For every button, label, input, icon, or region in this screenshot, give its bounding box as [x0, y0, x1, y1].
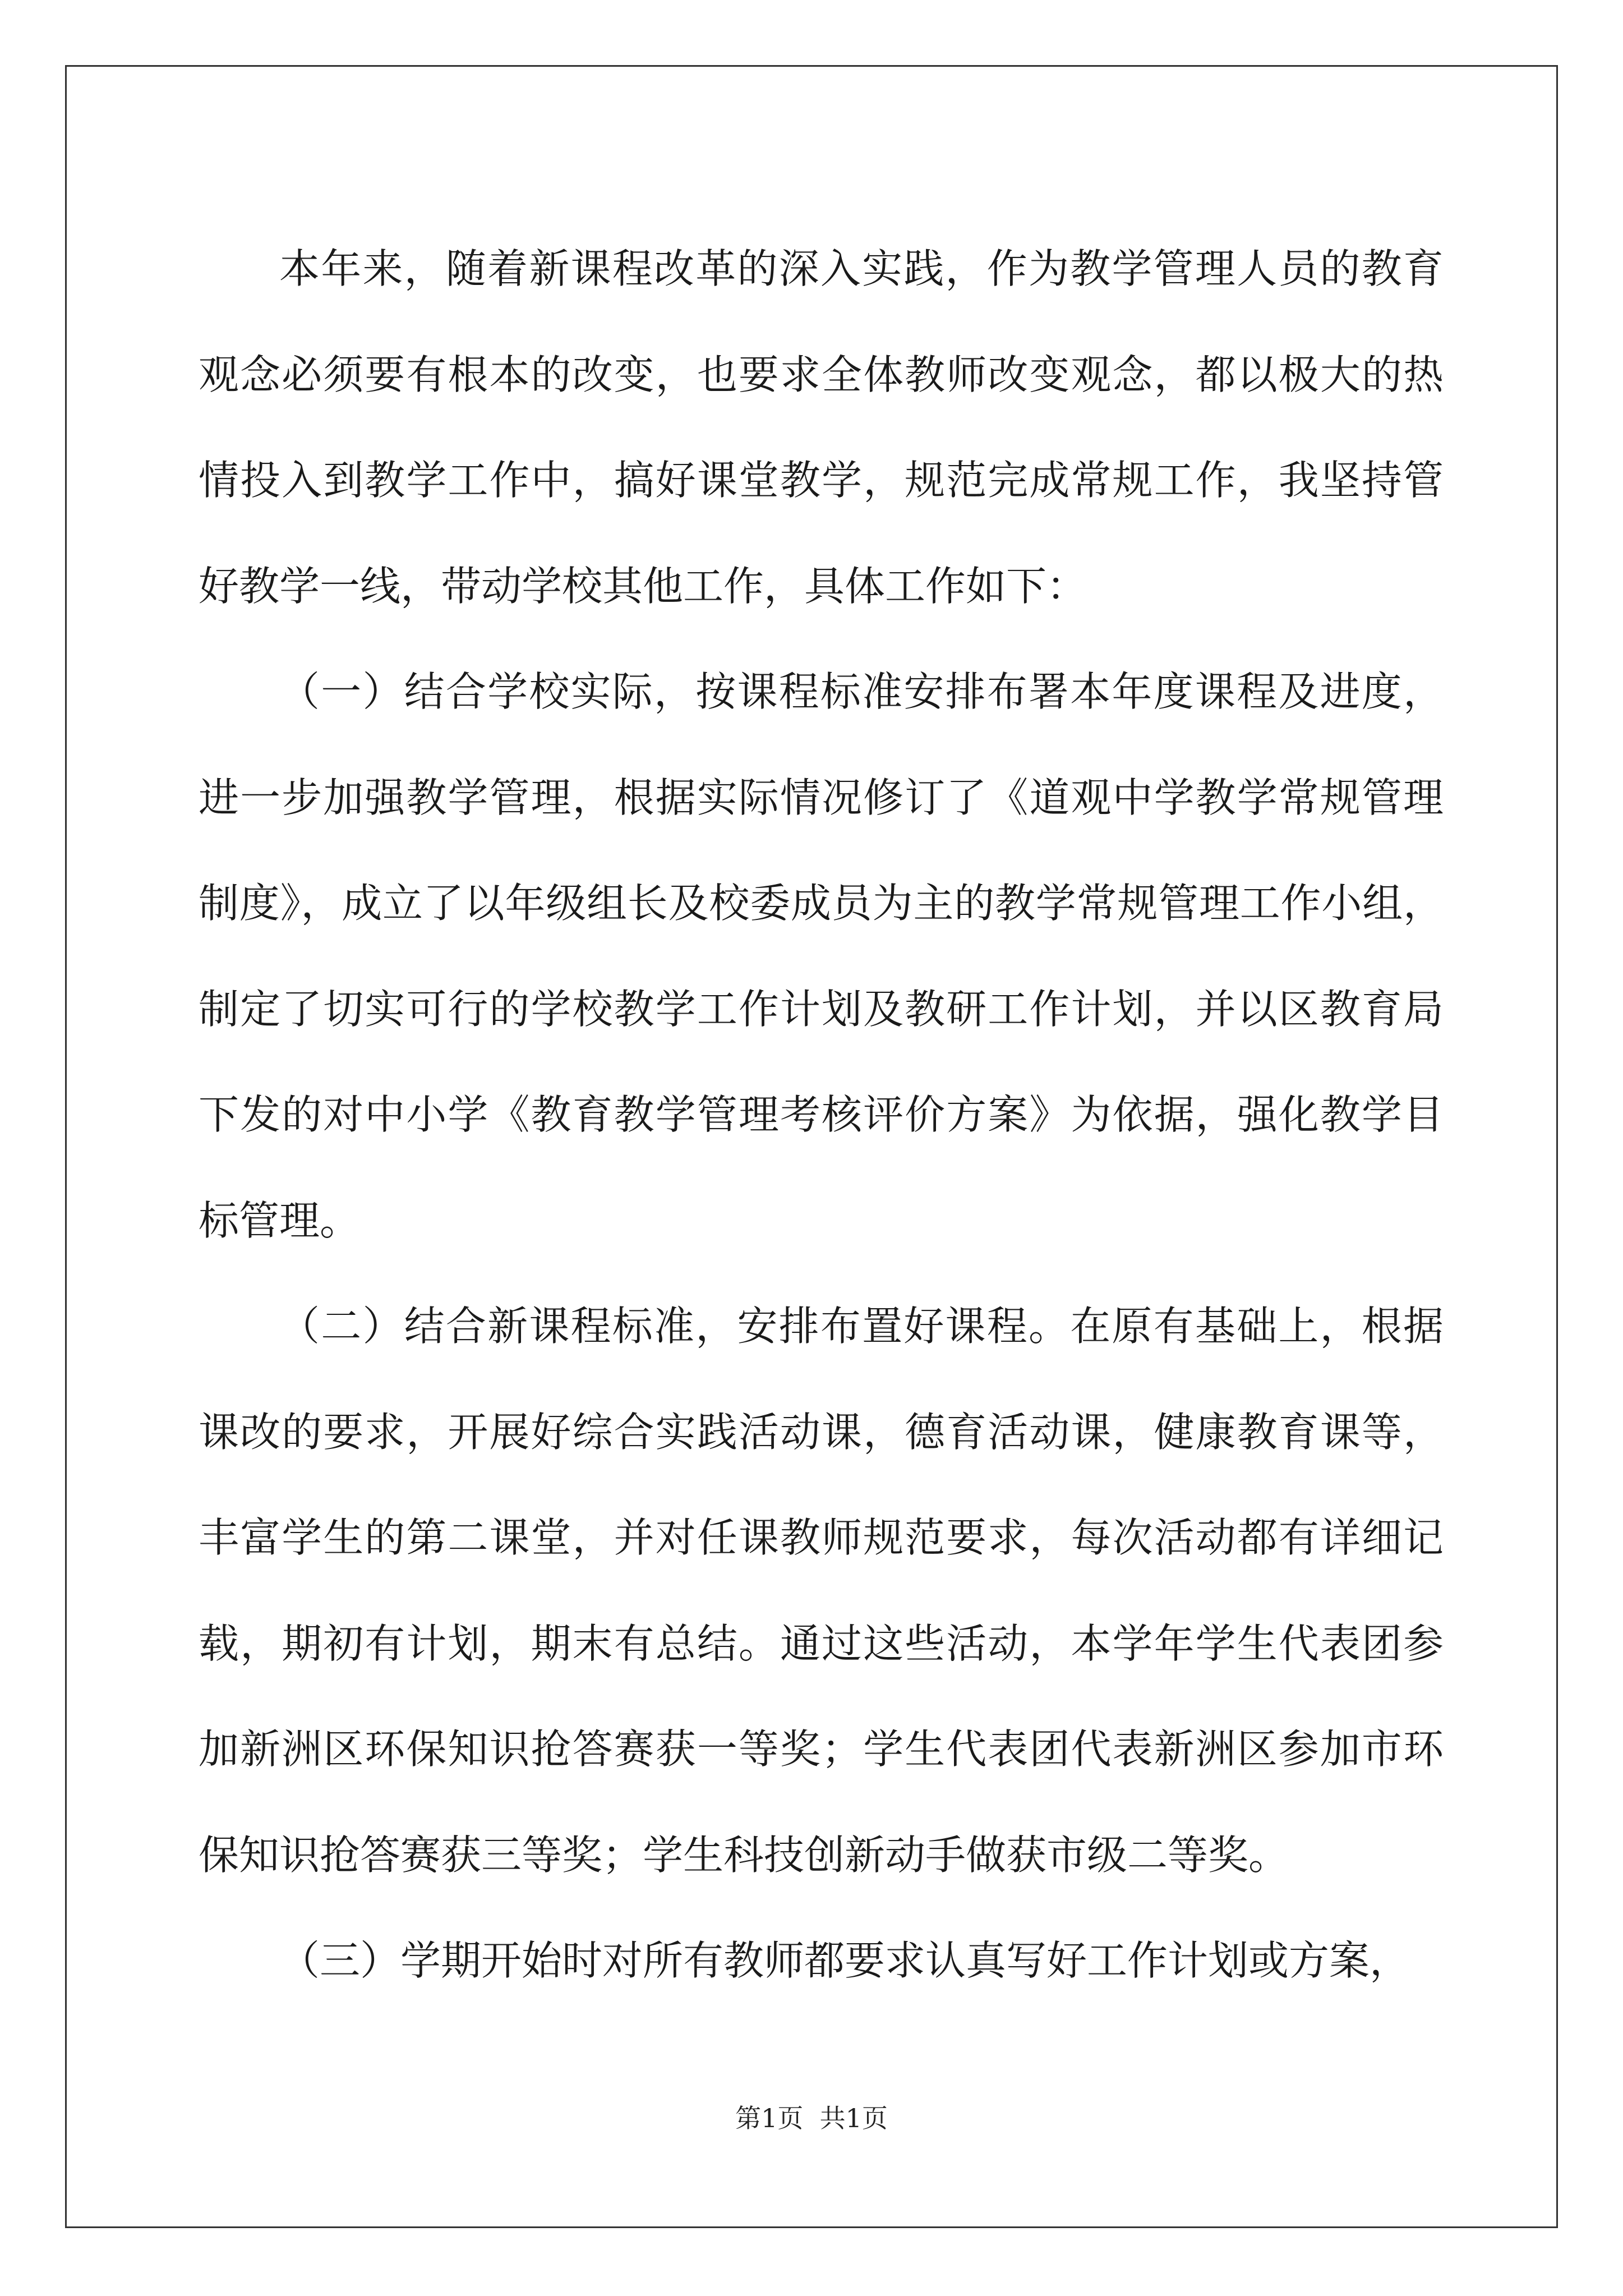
document-body: [199, 216, 1444, 2014]
paragraph-section-1: （一）结合学校实际，按课程标准安排布署本年度课程及进度，进一步加强教学管理，根据实际情况修订了《道观中学教学常规管理制度》，成立了以年级组长及校委成员为主的教学常规管理工作小组，制定了切实可行的学校教学工作计划及教研工作计划，并以区教育局下发的对中小学《教育教学管理考核评价方案》为依据，强化教学目标管理。: [199, 668, 1444, 1244]
paragraph-section-3: （三）学期开始时对所有教师都要求认真写好工作计划或方案，: [279, 1937, 1410, 1984]
page-number-footer: 第1页 共1页: [735, 2103, 888, 2133]
paragraph-intro: 本年来，随着新课程改革的深入实践，作为教学管理人员的教育观念必须要有根本的改变，也要求全体教师改变观念，都以极大的热情投入到教学工作中，搞好课堂教学，规范完成常规工作，我坚持管好教学一线，带动学校其他工作，具体工作如下：: [199, 245, 1444, 610]
paragraph-section-2: （二）结合新课程标准，安排布置好课程。在原有基础上，根据课改的要求，开展好综合实践活动课，德育活动课，健康教育课等，丰富学生的第二课堂，并对任课教师规范要求，每次活动都有详细记载，期初有计划，期末有总结。通过这些活动，本学年学生代表团参加新洲区环保知识抢答赛获一等奖；学生代表团代表新洲区参加市环保知识抢答赛获三等奖；学生科技创新动手做获市级二等奖。: [199, 1303, 1444, 1879]
